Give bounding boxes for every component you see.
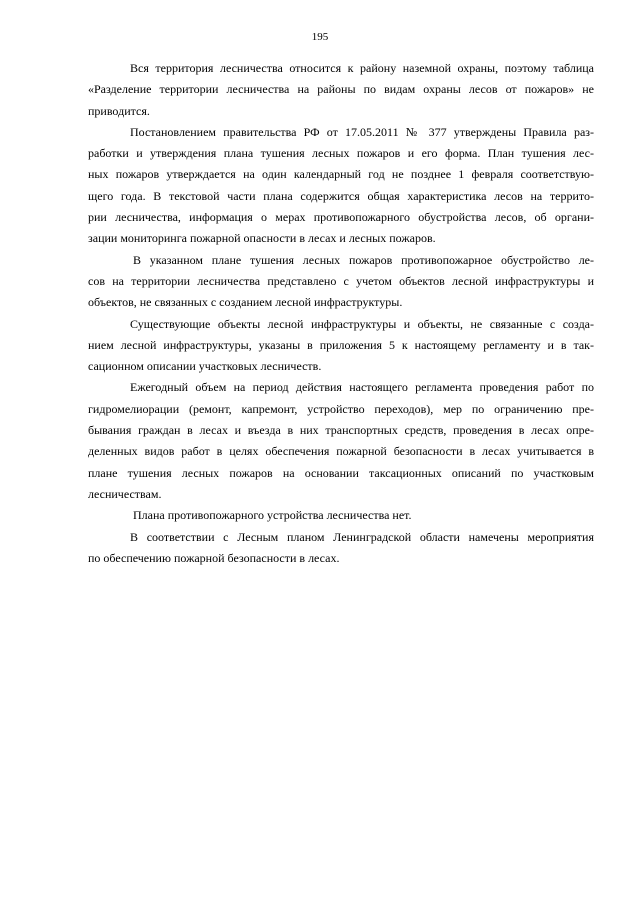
paragraph: [88, 377, 594, 505]
paragraph: [88, 58, 594, 122]
document-body: [88, 58, 594, 569]
paragraph-line: объектов, не связанных с созданием лесной инфраструктуры.: [88, 295, 403, 310]
paragraph-line: плане тушения лесных пожаров на основании таксационных описаний по участковым: [88, 465, 594, 480]
paragraph: [88, 314, 594, 378]
paragraph: [88, 527, 594, 570]
paragraph-line: Постановлением правительства РФ от 17.05.2011 № 377 утверждены Правила раз-: [130, 124, 594, 139]
paragraph-line: рии лесничества, информация о мерах противопожарного обустройства лесов, об органи-: [88, 210, 594, 225]
paragraph-line: по обеспечению пожарной безопасности в лесах.: [88, 550, 340, 565]
paragraph-line: сов на территории лесничества представлено с учетом объектов лесной инфраструктуры и: [88, 273, 594, 288]
paragraph-line: В соответствии с Лесным планом Ленинградской области намечены мероприятия: [130, 529, 594, 544]
paragraph-line: щего года. В текстовой части плана содержится общая характеристика лесов на террито-: [88, 188, 594, 203]
paragraph: [88, 250, 594, 314]
paragraph-line: гидромелиорации (ремонт, капремонт, устройство переходов), мер по ограничению пре-: [88, 401, 594, 416]
paragraph-line: Ежегодный объем на период действия настоящего регламента проведения работ по: [130, 380, 594, 395]
paragraph-line: Существующие объекты лесной инфраструктуры и объекты, не связанные с созда-: [130, 316, 594, 331]
paragraph-line: бывания граждан в лесах и въезда в них транспортных средств, проведения в лесах опре-: [88, 423, 594, 438]
paragraph-line: Вся территория лесничества относится к району наземной охраны, поэтому таблица: [130, 61, 594, 75]
page-number: 195: [311, 31, 329, 43]
paragraph-line: сационном описании участковых лесничеств.: [88, 359, 322, 374]
paragraph-line: нием лесной инфраструктуры, указаны в приложения 5 к настоящему регламенту и в так-: [88, 337, 594, 352]
paragraph-line: ных пожаров утверждается на один календарный год не позднее 1 февраля соответствую-: [88, 167, 594, 182]
paragraph-line: приводится.: [88, 103, 150, 118]
paragraph: [88, 122, 594, 250]
paragraph-line: «Разделение территории лесничества на районы по видам охраны лесов от пожаров» не: [88, 82, 594, 97]
paragraph-line: лесничествам.: [88, 486, 162, 501]
paragraph: [88, 505, 594, 526]
paragraph-line: работки и утверждения плана тушения лесных пожаров и его форма. План тушения лес-: [88, 146, 594, 161]
paragraph-line: В указанном плане тушения лесных пожаров противопожарное обустройство ле-: [133, 252, 594, 267]
paragraph-line: зации мониторинга пожарной опасности в лесах и лесных пожаров.: [88, 231, 436, 246]
paragraph-line: деленных видов работ в целях обеспечения пожарной безопасности в лесах учитывается в: [88, 444, 594, 459]
paragraph-line: Плана противопожарного устройства лесничества нет.: [133, 508, 412, 523]
